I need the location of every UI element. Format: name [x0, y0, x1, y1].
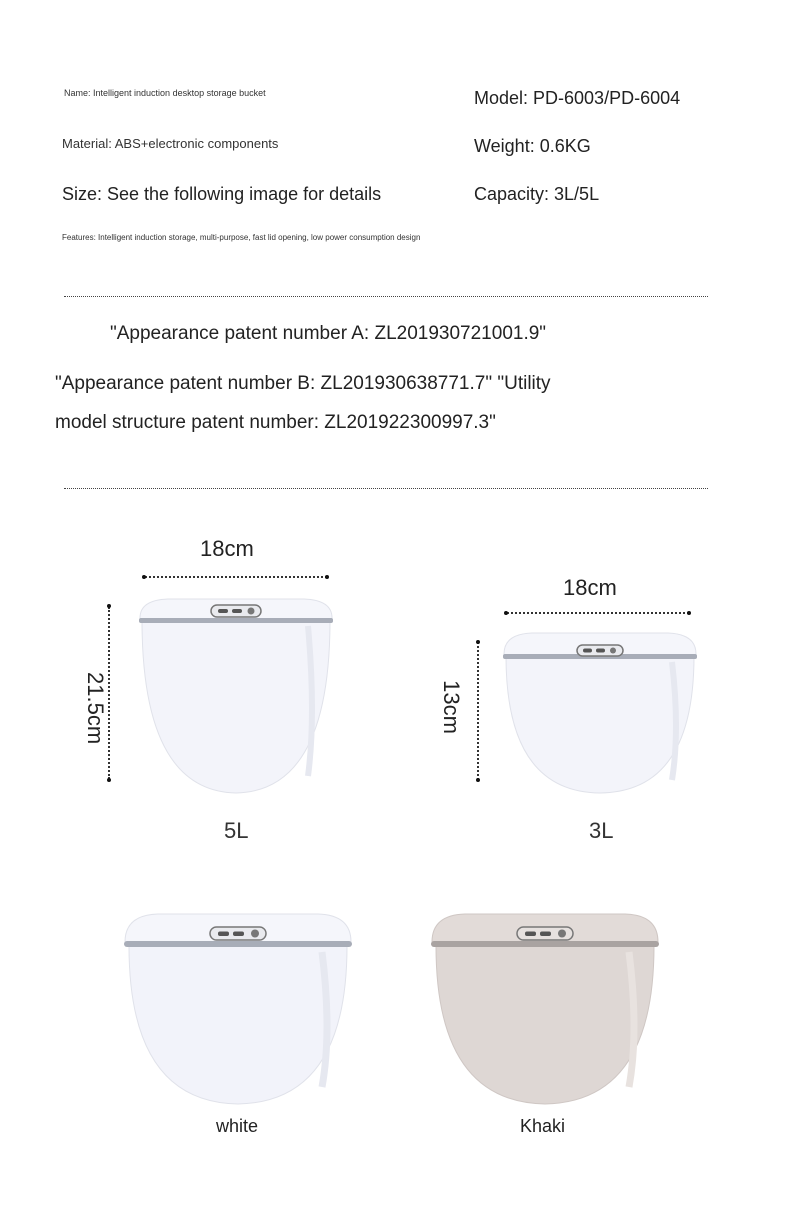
- small-height-end-bottom: [476, 778, 480, 782]
- large-width-end-left: [142, 575, 146, 579]
- large-height-end-top: [107, 604, 111, 608]
- large-width-label: 18cm: [200, 536, 254, 561]
- spec-size: Size: See the following image for details: [62, 184, 382, 204]
- bucket-khaki-image: [429, 912, 661, 1106]
- capacity-5l-label: 5L: [224, 818, 249, 843]
- color-khaki-label: Khaki: [520, 1116, 566, 1136]
- spec-material: Material: ABS+electronic components: [62, 136, 279, 151]
- patent-line-2: "Appearance patent number B: ZL201930638771.7" "Utility: [55, 373, 551, 394]
- bucket-white-image: [122, 912, 354, 1106]
- spec-model: Model: PD-6003/PD-6004: [474, 88, 681, 108]
- capacity-3l-label: 3L: [589, 818, 614, 843]
- small-width-line: [507, 612, 689, 614]
- small-height-end-top: [476, 640, 480, 644]
- bucket-3l-image: [502, 630, 698, 796]
- divider-bottom: [64, 488, 708, 489]
- small-height-label: 13cm: [439, 680, 464, 734]
- small-width-end-right: [687, 611, 691, 615]
- patent-line-3: model structure patent number: ZL201922300997.3": [55, 412, 496, 433]
- large-width-end-right: [325, 575, 329, 579]
- spec-features: Features: Intelligent induction storage, multi-purpose, fast lid opening, low power consumption design: [62, 233, 421, 242]
- large-width-line: [145, 576, 327, 578]
- patent-line-1: "Appearance patent number A: ZL201930721001.9": [110, 323, 547, 344]
- large-height-line: [108, 607, 110, 779]
- spec-name: Name: Intelligent induction desktop storage bucket: [64, 88, 266, 98]
- color-white-label: white: [216, 1116, 259, 1136]
- spec-capacity: Capacity: 3L/5L: [474, 184, 600, 204]
- large-height-label: 21.5cm: [83, 672, 108, 745]
- large-height-end-bottom: [107, 778, 111, 782]
- small-width-end-left: [504, 611, 508, 615]
- spec-weight: Weight: 0.6KG: [474, 136, 591, 156]
- small-height-line: [477, 642, 479, 780]
- divider-top: [64, 296, 708, 297]
- bucket-5l-image: [138, 596, 334, 796]
- small-width-label: 18cm: [563, 575, 617, 600]
